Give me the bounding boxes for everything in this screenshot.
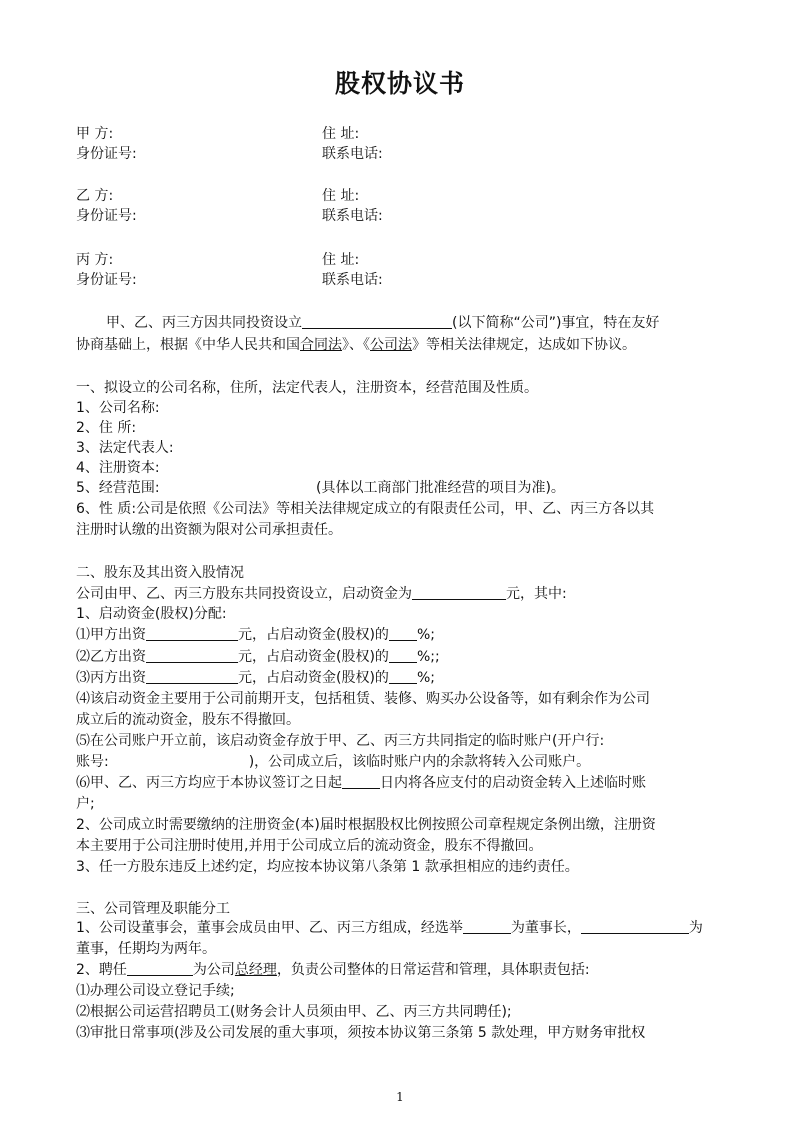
section-1-heading: 一、拟设立的公司名称，住所，法定代表人，注册资本，经营范围及性质。 — [76, 380, 538, 396]
s1-business-scope-note: (具体以工商部门批准经营的项目为准)。 — [316, 480, 565, 496]
chairman-blank — [463, 918, 511, 934]
party-a-id-label: 身份证号: — [76, 146, 137, 162]
section-3-heading: 三、公司管理及职能分工 — [76, 901, 230, 917]
s2-item-4-line-1: ⑷该启动资金主要用于公司前期开支，包括租赁、装修、购买办公设备等，如有剩余作为公司 — [76, 691, 650, 707]
s2-startup-fund: 公司由甲、乙、丙三方股东共同投资设立，启动资金为 元，其中: — [76, 586, 567, 602]
s2-party-b-contribution: ⑵乙方出资 元，占启动资金(股权)的 %;; — [76, 649, 440, 665]
party-b-amount-blank — [146, 647, 238, 663]
s1-nature-line-2: 注册时认缴的出资额为限对公司承担责任。 — [76, 522, 342, 538]
party-c-percent-blank — [389, 668, 417, 684]
s1-business-scope: 5、经营范围: — [76, 480, 160, 496]
s2-item-4-line-2: 成立后的流动资金，股东不得撤回。 — [76, 712, 300, 728]
party-a-address-label: 住 址: — [322, 126, 360, 142]
intro-line-1: 甲、乙、丙三方因共同投资设立 (以下简称“公司”)事宜，特在友好 — [106, 315, 660, 331]
s2-clause-2-line-1: 2、公司成立时需要缴纳的注册资金(本)届时根据股权比例按照公司章程规定条例出缴，注册资 — [76, 817, 656, 833]
party-b-percent-blank — [389, 647, 417, 663]
s2-allocation: 1、启动资金(股权)分配: — [76, 606, 227, 622]
intro-line-2: 协商基础上，根据《中华人民共和国合同法》、《公司法》等相关法律规定，达成如下协议。 — [76, 337, 636, 353]
party-b-id-label: 身份证号: — [76, 208, 137, 224]
s3-clause-1-line-2: 董事，任期均为两年。 — [76, 941, 216, 957]
s1-company-name: 1、公司名称: — [76, 400, 160, 416]
s1-address: 2、住 所: — [76, 420, 137, 436]
page-number: 1 — [396, 1090, 404, 1104]
directors-blank — [581, 918, 689, 934]
section-2-heading: 二、股东及其出资入股情况 — [76, 565, 244, 581]
s3-duty-3: ⑶审批日常事项(涉及公司发展的重大事项，须按本协议第三条第 5 款处理，甲方财务审批权 — [76, 1025, 646, 1041]
s3-duty-1: ⑴办理公司设立登记手续; — [76, 983, 235, 999]
s2-item-6-line-2: 户; — [76, 796, 95, 812]
s2-item-6-line-1: ⑹甲、乙、丙三方均应于本协议签订之日起 日内将各应支付的启动资金转入上述临时账 — [76, 775, 646, 791]
document-title: 股权协议书 — [334, 69, 465, 98]
s2-party-c-contribution: ⑶丙方出资 元，占启动资金(股权)的 %; — [76, 670, 435, 686]
s1-nature-line-1: 6、性 质:公司是依照《公司法》等相关法律规定成立的有限责任公司，甲、乙、丙三方各以其 — [76, 501, 655, 517]
s2-item-5-line-2: 账号: )，公司成立后，该临时账户内的余款将转入公司账户。 — [76, 754, 591, 770]
s3-clause-1-line-1: 1、公司设董事会，董事会成员由甲、乙、丙三方组成，经选举 为董事长， 为 — [76, 920, 703, 936]
s3-duty-2: ⑵根据公司运营招聘员工(财务会计人员须由甲、乙、丙三方共同聘任); — [76, 1004, 512, 1020]
party-b-phone-label: 联系电话: — [322, 208, 383, 224]
s2-item-5-line-1: ⑸在公司账户开立前，该启动资金存放于甲、乙、丙三方共同指定的临时账户(开户行: — [76, 733, 605, 749]
party-a-name-label: 甲 方: — [76, 126, 114, 142]
company-name-blank — [302, 313, 452, 329]
party-c-phone-label: 联系电话: — [322, 272, 383, 288]
party-a-percent-blank — [389, 625, 417, 641]
s2-party-a-contribution: ⑴甲方出资 元，占启动资金(股权)的 %; — [76, 627, 435, 643]
party-c-name-label: 丙 方: — [76, 252, 114, 268]
s1-registered-capital: 4、注册资本: — [76, 460, 160, 476]
general-manager-blank — [127, 960, 193, 976]
party-c-address-label: 住 址: — [322, 252, 360, 268]
party-b-name-label: 乙 方: — [76, 188, 114, 204]
party-a-amount-blank — [146, 625, 238, 641]
s1-legal-rep: 3、法定代表人: — [76, 440, 174, 456]
party-a-phone-label: 联系电话: — [322, 146, 383, 162]
party-c-id-label: 身份证号: — [76, 272, 137, 288]
days-blank — [342, 773, 380, 789]
party-c-amount-blank — [146, 668, 238, 684]
s2-clause-2-line-2: 本主要用于公司注册时使用,并用于公司成立后的流动资金，股东不得撤回。 — [76, 838, 543, 854]
party-b-address-label: 住 址: — [322, 188, 360, 204]
startup-fund-blank — [412, 584, 506, 600]
s3-clause-2: 2、聘任 为公司总经理，负责公司整体的日常运营和管理，具体职责包括: — [76, 962, 590, 978]
s2-clause-3: 3、任一方股东违反上述约定，均应按本协议第八条第 1 款承担相应的违约责任。 — [76, 859, 579, 875]
